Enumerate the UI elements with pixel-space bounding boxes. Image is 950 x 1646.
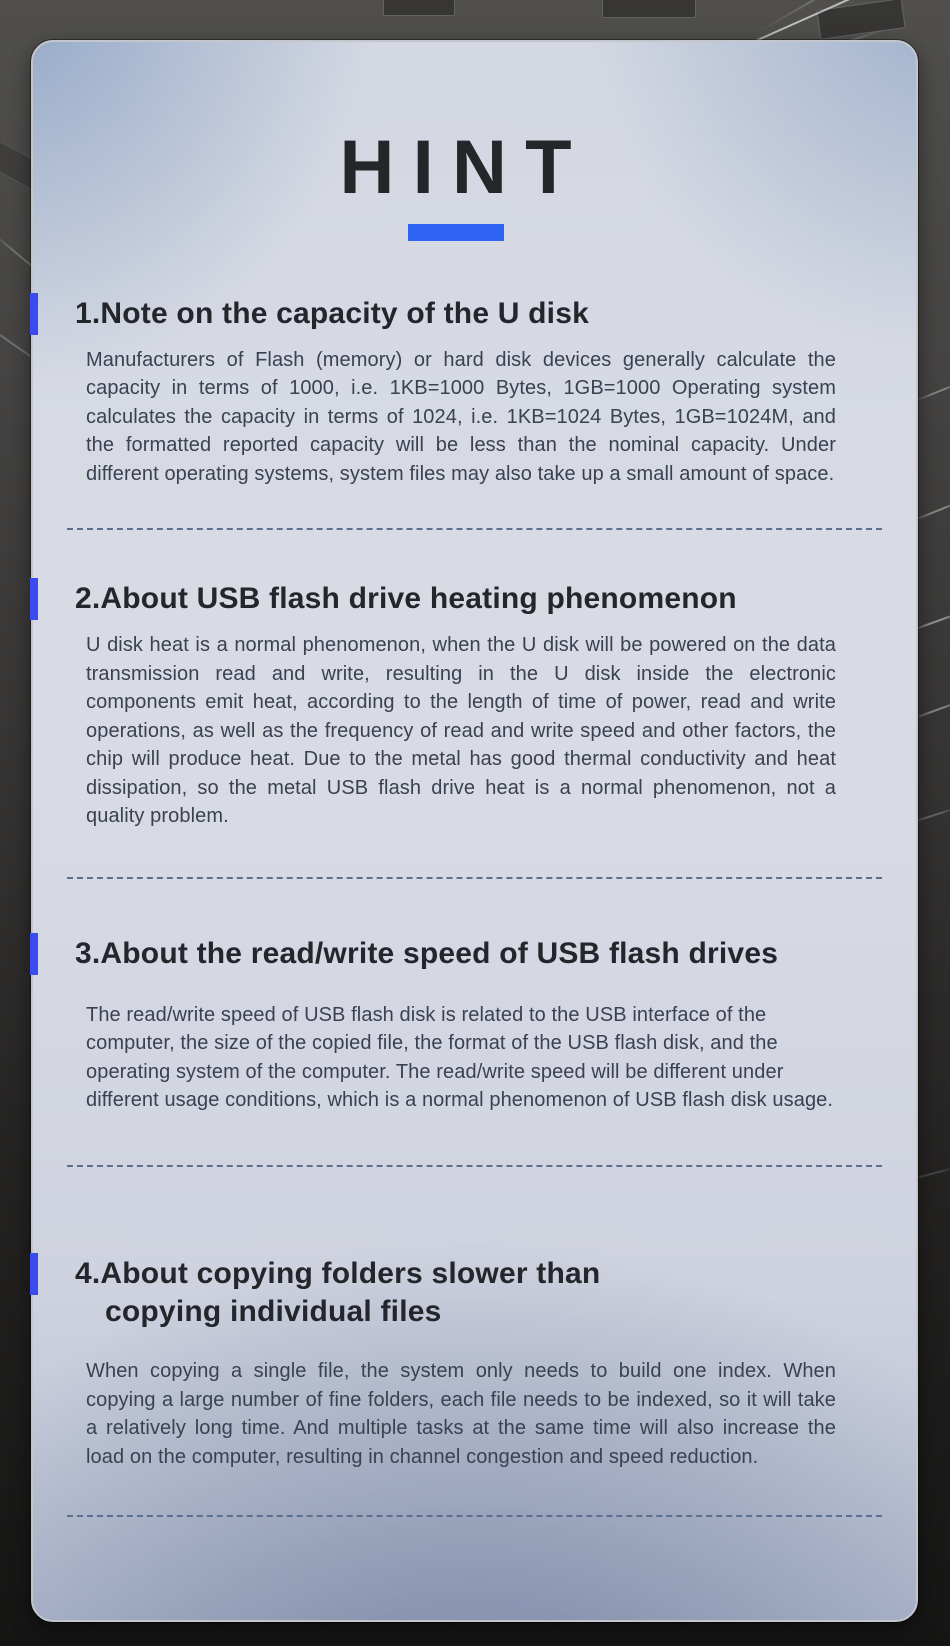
- section-heading: [75, 1255, 836, 1331]
- chip-shape: [816, 0, 905, 40]
- dashed-divider: [67, 528, 882, 530]
- dashed-divider: [67, 1165, 882, 1167]
- section-heading: 2.About USB flash drive heating phenomenon: [75, 582, 737, 616]
- heading-accent-bar: [30, 933, 38, 975]
- section-heading: 1.Note on the capacity of the U disk: [75, 296, 589, 330]
- circuit-trace: [760, 0, 934, 32]
- section-body: U disk heat is a normal phenomenon, when the U disk will be powered on the data transmission read and write, resulting in the U disk inside the electronic components emit heat, according to the length of time of power, read and write operations, as well as the frequency of read and write speed and other factors, the chip will produce heat. Due to the metal has good thermal conductivity and heat dissipation, so the metal USB flash drive heat is a normal phenomenon, not a quality problem.: [86, 634, 836, 828]
- section-copying-folders: [75, 1255, 836, 1471]
- chip-shape: [602, 0, 696, 18]
- section-heating-phenomenon: [75, 580, 836, 831]
- section-heading-line2: copying individual files: [105, 1294, 442, 1328]
- chip-shape: [383, 0, 455, 16]
- section-body: Manufacturers of Flash (memory) or hard disk devices generally calculate the capacity in terms of 1000, i.e. 1KB=1000 Bytes, 1GB=1000 Operating system calculates the capacity in terms of 1024, i.e. 1KB=1024 Bytes, 1GB=1024M, and the formatted reported capacity will be less than the nominal capacity. Under different operating systems, system files may also take up a small amount of space.: [86, 348, 836, 485]
- heading-accent-bar: [30, 1253, 38, 1295]
- section-body: The read/write speed of USB flash disk is related to the USB interface of the computer, the size of the copied file, the format of the USB flash disk, and the operating system of the computer. The read/write speed will be different under different usage conditions, which is a normal phenomenon of USB flash disk usage.: [86, 1003, 834, 1112]
- heading-accent-bar: [30, 293, 38, 335]
- hint-card: [31, 40, 918, 1622]
- page-title: HINT: [339, 125, 590, 210]
- title-underline: [408, 224, 504, 241]
- dashed-divider: [67, 1515, 882, 1517]
- circuit-trace: [915, 381, 950, 402]
- dashed-divider: [67, 877, 882, 879]
- section-heading: 3.About the read/write speed of USB flash drives: [75, 936, 779, 970]
- section-heading-line1: 4.About copying folders slower than: [75, 1256, 601, 1290]
- section-capacity-note: [75, 295, 836, 489]
- section-read-write-speed: [75, 935, 836, 1115]
- heading-accent-bar: [30, 578, 38, 620]
- section-body: When copying a single file, the system only needs to build one index. When copying a large number of fine folders, each file needs to be indexed, so it will take a relatively long time. And multiple tasks at the same time will also increase the load on the computer, resulting in channel congestion and speed reduction.: [86, 1360, 836, 1468]
